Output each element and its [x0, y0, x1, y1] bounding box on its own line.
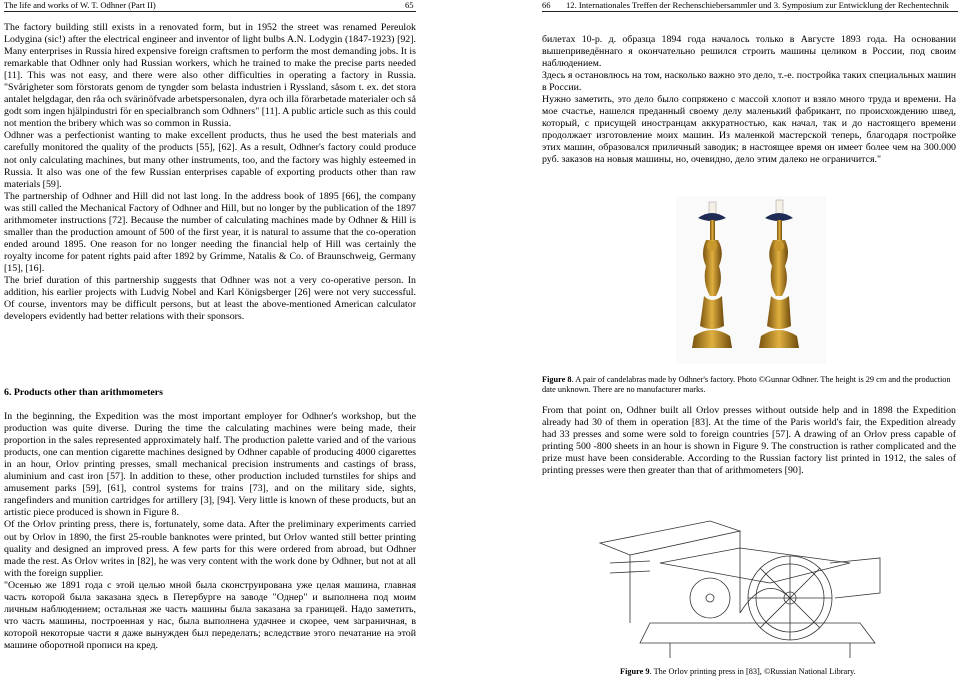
figure-8-caption-text: . A pair of candelabras made by Odhner's factory. Photo ©Gunnar Odhner. The height is 29 cm and the production date unknown. There are no manufacturer marks. — [542, 375, 951, 395]
left-page-number: 65 — [405, 0, 414, 10]
section-heading: 6. Products other than arithmometers — [4, 387, 163, 398]
figure-9-caption — [620, 667, 940, 677]
paragraph: In the beginning, the Expedition was the most important employer for Odhner's workshop, but the production was quite diverse. During the time the calculating machines were being made, their proportion in the sales represented approximately half. The production palette varied and of the various products, one can mention cigarette machines designed by Odhner capable of producing 4000 cigarettes in an hour, Orlov printing presses, small mechanical precision instruments and castings of brass, aluminium and cast iron [57]. In addition to these, other production included turnstiles for ships and amusement parks [59], [61], control systems for trains [73], and on the military side, sights, rangefinders and munition cartridges for artillery [3], [94]. Very little is known of these products, but an artistic piece produced is shown in Figure 8. — [4, 411, 416, 519]
paragraph: Of the Orlov printing press, there is, fortunately, some data. After the preliminary experiments carried out by Orlov in 1890, the first 25-rouble banknotes were printed, but Orlov wanted still better printing quality and designed an improved press. A few parts for this were ordered from abroad, but Odhner made the rest. As Orlov writes in [82], he was very content with the work done by Odhner, but not at all with the foreign supplier. — [4, 519, 416, 579]
right-page-number: 66 — [542, 0, 551, 10]
right-header-rule — [542, 11, 958, 12]
figure-9-caption-text: . The Orlov printing press in [83], ©Russian National Library. — [649, 667, 856, 676]
paragraph: From that point on, Odhner built all Orlov presses without outside help and in 1898 the Expedition already had 30 of them in operation [83]. At the time of the Paris world's fair, the Expedition already had 33 presses and some were sold to foreign countries [57]. A drawing of an Orlov press capable of printing 500 -800 sheets in an hour is shown in Figure 9. The construction is rather complicated and the prize must have been considerable. According to the Russian factory list printed in 1912, the sales of printing presses were then greater than that of arithmometers [90]. — [542, 405, 956, 477]
russian-quote: Здесь я остановлюсь на том, насколько важно это дело, т.-е. постройка таких специальных машин в России. — [542, 70, 956, 94]
left-running-title: The life and works of W. T. Odhner (Part II) — [4, 0, 156, 10]
right-page-body-top — [542, 34, 956, 167]
figure-9-drawing — [590, 503, 890, 663]
left-page-body — [4, 22, 416, 323]
right-running-title: 12. Internationales Treffen der Rechenschiebersammler und 3. Symposium zur Entwicklung der Rechentechnik — [566, 0, 949, 10]
figure-9-label: Figure 9 — [620, 667, 650, 676]
candelabra-right — [759, 200, 799, 348]
section-6 — [4, 387, 416, 652]
left-header-rule — [4, 11, 416, 12]
printing-press-drawing — [600, 521, 880, 658]
russian-quote: билетах 10-р. д. образца 1894 года началось только в Августе 1893 года. На основании вышеприведённаго я окончательно решился строить машины целиком в России, под своим наблюдением. — [542, 34, 956, 70]
figure-8-label: Figure 8 — [542, 375, 572, 384]
paragraph: The factory building still exists in a renovated form, but in 1952 the street was renamed Pereulok Lodygina (sic!) after the electrical engineer and inventor of light bulbs A.N. Lodygin (1847-1923) [92]. Many enterprises in Russia hired expensive foreign craftsmen to perform the most demanding jobs. It is remarkable that Odhner only had Russian workers, which he trained to make the precise parts needed [11]. This was not easy, and there were also other difficulties in operating a factory in Russia. "Svårigheter som förstorats genom de tyngder som belasta industrien i Ryssland, såsom t. ex. det stora antalet helgdagar, den råa och svärinöfvade arbetspersonalen, dyra och illa förarbetade materialer och så godt som ingen hjälpindustri för en specialbranch som Odhners" [11]. A public article such as this could not mention the bribery which was so common in Russia. — [4, 22, 416, 130]
paragraph: The partnership of Odhner and Hill did not last long. In the address book of 1895 [66], the company was still called the Mechanical Factory of Odhner and Hill, but no longer by the publication of the 1897 arithmometer instructions [72]. Because the number of calculating machines made by Odhner & Hill is smaller than the production amount of 500 of the first year, it is natural to assume that the co-operation ended around 1895. One reason for no longer needing the financial help of Hill was certainly the royalty income for patent rights paid after 1892 by Grimme, Natalis & Co. of Braunschweig, Germany [15], [16]. — [4, 190, 416, 274]
figure-8-caption — [542, 375, 956, 395]
russian-quote: "Осенью же 1891 года с этой целью мной была сконструирована уже целая машина, главная часть которой была заказана здесь в Петербурге на заводе "Однер" и выполнена под моим личным наблюдением; остальная же часть машины была заказана за границей. Надо заметить, что часть машины, построенная у нас, была выполнена удачнее и скорее, чем заграничная, в которой некоторые части я даже вынужден был переделать; вследствие этого печатание на этой машине оборотной прописи на кред. — [4, 579, 416, 651]
figure-8-photo — [676, 196, 826, 364]
russian-quote: Нужно заметить, это дело было сопряжено с массой хлопот и взяло много труда и времени. На мое счастье, нашелся преданный своему делу маленький фабрикант, по происхождению швед, который, с присущей иностранцам аккуратностью, как начал, так и до настоящего времени продолжает изготовление моих машин. Из маленкой мастерской теперь, благодаря постройке этих машин, образовался приличный заводик; в настоящее время он имеет более чем на 300.000 руб. заказов на новыя машины, но, очевидно, дело этим далеко не ограничится." — [542, 94, 956, 166]
paragraph: Odhner was a perfectionist wanting to make excellent products, thus he used the best materials and carefully monitored the quality of the products [55], [62]. As a result, Odhner's factory could produce not only calculating machines, but many other instruments, too, and the factory was highly esteemed in Russia. It also was one of the few Russian enterprises capable of exporting products other than raw materials [59]. — [4, 130, 416, 190]
paragraph: The brief duration of this partnership suggests that Odhner was not a very co-operative person. In addition, his earlier projects with Ludvig Nobel and Karl Königsberger [26] were not very successful. Of course, inventors may be difficult persons, but at least the above-mentioned American calculator developers evidently had better relations with their sponsors. — [4, 274, 416, 323]
candelabra-left — [692, 202, 732, 348]
right-page-body-bottom — [542, 405, 956, 477]
